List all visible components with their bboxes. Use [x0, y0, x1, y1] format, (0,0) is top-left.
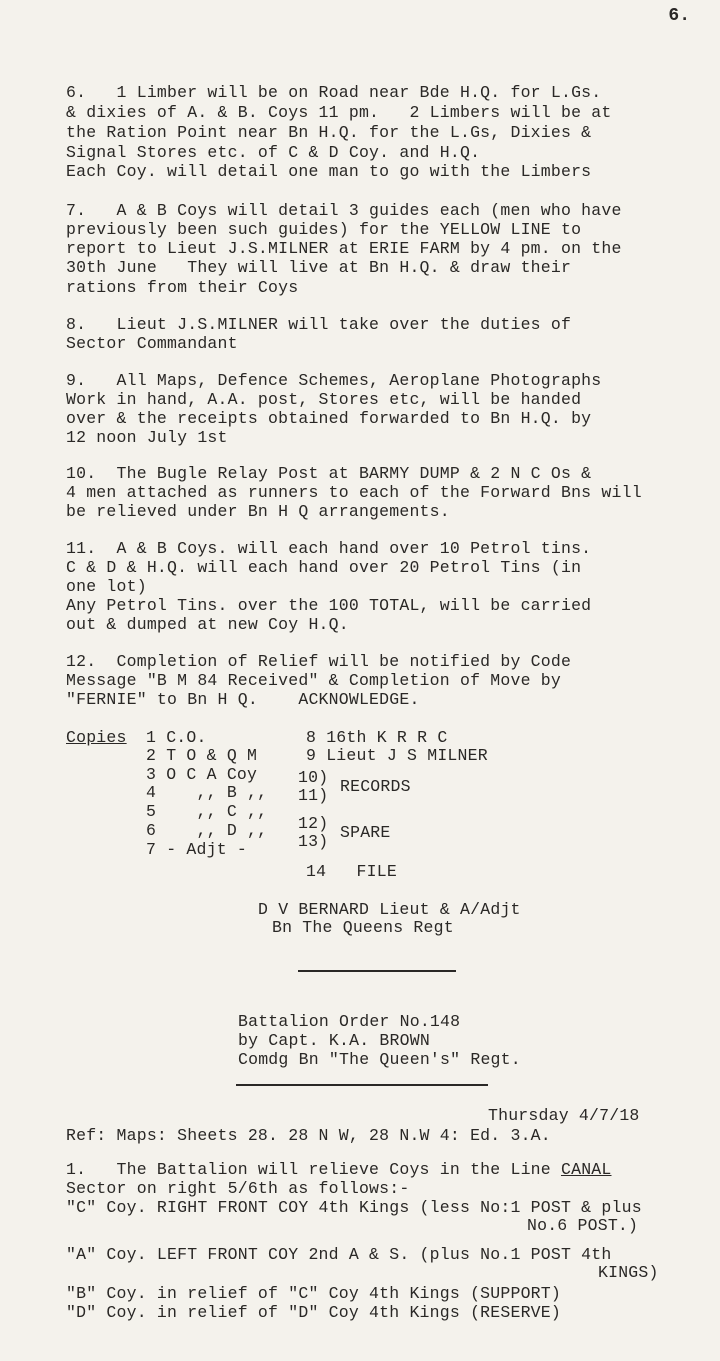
- divider: [236, 1084, 488, 1086]
- copy-entry: 1 C.O.: [146, 728, 207, 747]
- text-line: & dixies of A. & B. Coys 11 pm. 2 Limbers will be at: [66, 103, 612, 122]
- copy-entry: 14 FILE: [306, 862, 397, 881]
- text-line: 9. All Maps, Defence Schemes, Aeroplane Photographs: [66, 371, 602, 390]
- text-line: out & dumped at new Coy H.Q.: [66, 615, 349, 634]
- text-line: 12 noon July 1st: [66, 428, 228, 447]
- text-line: 10. The Bugle Relay Post at BARMY DUMP & 2 N C Os &: [66, 464, 592, 483]
- copy-entry: 4 ,, B ,,: [146, 783, 268, 802]
- text-line: 7. A & B Coys will detail 3 guides each (men who have: [66, 201, 622, 220]
- text-line: Message "B M 84 Received" & Completion of Move by: [66, 671, 561, 690]
- text-line: rations from their Coys: [66, 278, 299, 297]
- text-line: one lot): [66, 577, 147, 596]
- text-line: Sector on right 5/6th as follows:-: [66, 1179, 410, 1198]
- copy-entry: 3 O C A Coy: [146, 765, 258, 784]
- copy-entry: 6 ,, D ,,: [146, 821, 268, 840]
- text-line: No.6 POST.): [527, 1216, 639, 1235]
- text-line: Any Petrol Tins. over the 100 TOTAL, will be carried: [66, 596, 592, 615]
- text-line: 12. Completion of Relief will be notified by Code: [66, 652, 572, 671]
- order-line: Comdg Bn "The Queen's" Regt.: [238, 1050, 521, 1069]
- spare-label: SPARE: [340, 823, 391, 842]
- text-line: "D" Coy. in relief of "D" Coy 4th Kings (RESERVE): [66, 1303, 561, 1322]
- text-line: "C" Coy. RIGHT FRONT COY 4th Kings (less No:1 POST & plus: [66, 1198, 642, 1217]
- canal-sector-label: CANAL: [560, 1160, 612, 1179]
- signature-line: Bn The Queens Regt: [272, 918, 454, 937]
- text-line: Each Coy. will detail one man to go with the Limbers: [66, 162, 592, 181]
- copy-entry: 2 T O & Q M: [146, 746, 258, 765]
- order-line: by Capt. K.A. BROWN: [238, 1031, 430, 1050]
- copy-entry: 10): [298, 768, 329, 787]
- text-line: Sector Commandant: [66, 334, 238, 353]
- text-line: previously been such guides) for the YELLOW LINE to: [66, 220, 582, 239]
- text-line: report to Lieut J.S.MILNER at ERIE FARM by 4 pm. on the: [66, 239, 622, 258]
- text-line: 11. A & B Coys. will each hand over 10 Petrol tins.: [66, 539, 592, 558]
- text-line: 30th June They will live at Bn H.Q. & draw their: [66, 258, 572, 277]
- signature-line: D V BERNARD Lieut & A/Adjt: [258, 900, 521, 919]
- text-segment: 1. The Battalion will relieve Coys in the Line: [66, 1160, 561, 1179]
- text-line: KINGS): [598, 1263, 659, 1282]
- text-line: 4 men attached as runners to each of the Forward Bns will: [66, 483, 642, 502]
- copy-entry: 12): [298, 814, 329, 833]
- text-line: Work in hand, A.A. post, Stores etc, will be handed: [66, 390, 582, 409]
- text-line: over & the receipts obtained forwarded to Bn H.Q. by: [66, 409, 592, 428]
- page-number: 6.: [668, 6, 690, 26]
- text-line: "FERNIE" to Bn H Q. ACKNOWLEDGE.: [66, 690, 420, 709]
- order-date: Thursday 4/7/18: [488, 1106, 640, 1125]
- map-reference: Ref: Maps: Sheets 28. 28 N W, 28 N.W 4: Ed. 3.A.: [66, 1126, 551, 1145]
- copy-entry: 5 ,, C ,,: [146, 802, 268, 821]
- text-line: 8. Lieut J.S.MILNER will take over the duties of: [66, 315, 572, 334]
- copy-entry: 7 - Adjt -: [146, 840, 248, 859]
- copy-entry: 11): [298, 786, 329, 805]
- text-line: Signal Stores etc. of C & D Coy. and H.Q.: [66, 143, 481, 162]
- text-line: be relieved under Bn H Q arrangements.: [66, 502, 450, 521]
- text-line: [66, 1160, 612, 1179]
- divider: [298, 970, 456, 972]
- order-line: Battalion Order No.148: [238, 1012, 461, 1031]
- records-label: RECORDS: [340, 777, 411, 796]
- text-line: 6. 1 Limber will be on Road near Bde H.Q. for L.Gs.: [66, 83, 602, 102]
- text-line: the Ration Point near Bn H.Q. for the L.Gs, Dixies &: [66, 123, 592, 142]
- text-line: "B" Coy. in relief of "C" Coy 4th Kings (SUPPORT): [66, 1284, 561, 1303]
- copy-entry: 9 Lieut J S MILNER: [306, 746, 488, 765]
- copy-entry: 8 16th K R R C: [306, 728, 448, 747]
- text-line: C & D & H.Q. will each hand over 20 Petrol Tins (in: [66, 558, 582, 577]
- text-line: "A" Coy. LEFT FRONT COY 2nd A & S. (plus No.1 POST 4th: [66, 1245, 612, 1264]
- copies-label: Copies: [66, 728, 127, 747]
- copy-entry: 13): [298, 832, 329, 851]
